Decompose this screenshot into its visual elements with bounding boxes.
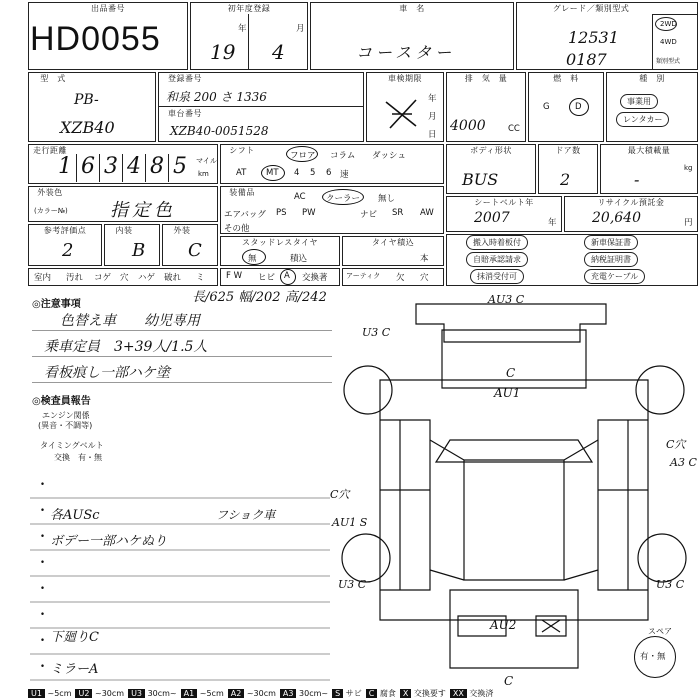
fuel-d-circle: [569, 98, 589, 116]
recycle-label: リサイクル預託金: [597, 198, 665, 207]
interior: B: [132, 240, 146, 261]
equip-ps: PS: [276, 208, 287, 218]
inspection-label: 車検期限: [388, 74, 422, 83]
interior-state-label: 室内: [34, 273, 52, 283]
istate-peel: ハゲ: [138, 273, 156, 283]
legend-key: U1: [28, 689, 45, 698]
insp-day: 日: [428, 130, 437, 140]
displacement-label: 排 気 量: [464, 74, 508, 83]
notes-rule1: [32, 330, 332, 331]
legend-text: 腐食: [379, 689, 396, 698]
timing-label: タイミングベルト: [40, 441, 104, 450]
first-reg-month: 4: [272, 40, 285, 64]
legend-item: [228, 688, 276, 700]
insp-year: 年: [428, 94, 437, 104]
equip-pw: PW: [302, 208, 316, 218]
shift-mt-circle: [261, 165, 285, 181]
color-no-label: (カラー№): [34, 207, 68, 215]
legend-item: [75, 688, 124, 700]
carname: コースター: [356, 43, 456, 62]
notes-rule2: [32, 356, 332, 357]
diag-mark: C穴: [666, 438, 686, 451]
ref-eval: 2: [62, 240, 74, 261]
shift-mt: MT: [266, 168, 279, 178]
chassis-label: 車台番号: [168, 109, 202, 118]
fw-a: A: [284, 271, 290, 281]
legend-item: [128, 688, 177, 700]
legend-text: ~30cm: [94, 689, 125, 698]
mileage-digit: 6: [77, 154, 100, 182]
legend-item: [280, 688, 328, 700]
exterior: C: [188, 240, 202, 261]
lot-number: HD0055: [30, 20, 161, 58]
interior-label: 内装: [115, 226, 133, 235]
legend-item: [181, 688, 224, 700]
istate-hole: 穴: [120, 273, 129, 283]
first-reg-year: 19: [210, 40, 236, 64]
spare-load-value: 本: [420, 254, 429, 264]
model-prefix: PB-: [74, 92, 99, 108]
bullet: •: [40, 558, 46, 568]
legend-text: ~5cm: [199, 689, 224, 698]
doors: 2: [560, 170, 571, 189]
doc-warranty: 新車保証書: [584, 235, 638, 250]
seatbelt-unit: 年: [548, 218, 557, 228]
inspection-item: ミラーA: [50, 662, 99, 677]
diag-mark: C: [504, 674, 514, 688]
equip-navi: ナビ: [360, 210, 378, 220]
studless-circle: [242, 249, 266, 265]
recycle-unit: 円: [684, 218, 693, 228]
color-label: 外装色: [37, 188, 63, 197]
equip-sr: SR: [392, 208, 404, 218]
doc-tax: 納税証明書: [584, 252, 638, 267]
legend-key: A2: [228, 689, 245, 698]
shift-column: コラム: [330, 151, 356, 161]
notes-title: ◎注意事項: [32, 299, 81, 310]
shift-label: シフト: [229, 146, 255, 155]
inspection-item: 各AUSc: [50, 508, 100, 523]
studless-label: スタッドレスタイヤ: [241, 238, 319, 247]
equip-cooler-circle: [322, 189, 364, 205]
fw-label: F W: [226, 271, 242, 281]
legend-text: ~5cm: [47, 689, 72, 698]
spare-load-label: タイヤ積込: [371, 238, 415, 247]
diag-mark: AU1: [494, 386, 521, 400]
legend-text: 30cm~: [299, 689, 329, 698]
body: BUS: [462, 170, 499, 189]
grade-line2: 0187: [566, 50, 607, 69]
bullet: •: [40, 662, 46, 672]
drive-4wd: 4WD: [660, 38, 677, 46]
notes-line1: 色替え車 幼児専用: [60, 313, 200, 329]
equip-ac: AC: [294, 192, 306, 202]
regno: 和泉 200 さ 1336: [166, 90, 267, 104]
equip-aw: AW: [420, 208, 434, 218]
studless-loaded: 積込: [290, 254, 308, 264]
bullet: •: [40, 506, 46, 516]
mileage-digit: 3: [100, 154, 123, 182]
legend-key: XX: [450, 689, 467, 698]
fuel-g: G: [543, 102, 550, 112]
seatbelt-label: シートベルト年: [474, 198, 534, 207]
mileage-digits: [54, 154, 194, 182]
shift-dash: ダッシュ: [372, 151, 406, 161]
equip-airbag: エアバッグ: [224, 210, 266, 220]
bullet: •: [40, 636, 46, 646]
engine-sub: (異音・不調等): [38, 421, 93, 430]
equipment-label: 装備品: [229, 188, 255, 197]
doors-label: ドア数: [555, 146, 581, 155]
unit-kg: kg: [684, 164, 693, 172]
legend-bar: [28, 688, 700, 700]
recycle: 20,640: [592, 210, 641, 226]
inspection-title: ◎検査員報告: [32, 396, 91, 407]
type-rental: レンタカー: [616, 112, 669, 127]
diag-mark: U3 C: [338, 578, 367, 591]
legend-text: 交換要す: [413, 689, 446, 698]
unit-km: km: [198, 170, 209, 178]
legend-key: A3: [280, 689, 297, 698]
equip-other: その他: [224, 224, 250, 234]
studless-none: 無: [248, 254, 257, 264]
shift-5: 5: [310, 168, 316, 178]
diag-mark: U3 C: [656, 578, 685, 591]
grade-line1: 12531: [568, 28, 619, 47]
capacity: -: [634, 170, 640, 189]
legend-key: U3: [128, 689, 145, 698]
unit-month: 月: [296, 24, 305, 34]
legend-text: ~30cm: [246, 689, 276, 698]
timing-exchange: 交換 有・無: [54, 453, 102, 462]
diag-mark: AU1 S: [332, 516, 368, 529]
shift-6: 6: [326, 168, 332, 178]
legend-key: U2: [75, 689, 92, 698]
fuel-d: D: [575, 102, 582, 112]
unit-cc: CC: [508, 124, 520, 134]
diag-mark: AU3 C: [488, 293, 525, 306]
bullet: •: [40, 532, 46, 542]
drive-none: 類別型式: [656, 58, 681, 65]
diag-mark: A3 C: [670, 456, 697, 469]
doc-plate: 搬入時着板付: [466, 235, 528, 250]
shift-speed: 速: [340, 170, 349, 180]
unit-year: 年: [238, 24, 247, 34]
shift-4: 4: [294, 168, 300, 178]
type-label: 種 別: [639, 74, 665, 83]
shift-floor-circle: [286, 146, 318, 162]
displacement: 4000: [450, 118, 486, 134]
legend-item: [28, 688, 71, 700]
notes-rule3: [32, 382, 332, 383]
fw-a-circle: [280, 269, 296, 285]
bullet: •: [40, 610, 46, 620]
mileage-label: 走行距離: [33, 146, 67, 155]
seatbelt-year: 2007: [474, 210, 510, 226]
doc-cancel: 抹消受付可: [470, 269, 524, 284]
first-reg-divider: [248, 14, 249, 70]
bullet: •: [40, 480, 46, 490]
legend-item: [332, 688, 362, 700]
drive-2wd: 2WD: [660, 20, 677, 28]
inspection-strike: [382, 96, 422, 132]
legend-item: [450, 688, 494, 700]
shift-at: AT: [236, 168, 247, 178]
spare-value: 有・無: [640, 652, 666, 662]
legend-text: サビ: [345, 689, 362, 698]
aero-missing: 欠: [396, 273, 405, 283]
doc-insurance: 自賠承認請求: [466, 252, 528, 267]
equip-cooler: クーラー: [326, 194, 361, 204]
mileage-digit: 8: [146, 154, 169, 182]
legend-item: [400, 688, 446, 700]
istate-burn: コゲ: [94, 273, 112, 283]
fw-crack: ヒビ: [258, 273, 276, 283]
mileage-digit: 5: [173, 154, 187, 179]
inspection-item: 下廻りC: [50, 630, 99, 645]
diag-mark: C: [506, 366, 516, 380]
capacity-label: 最大積載量: [627, 146, 671, 155]
fw-exchange: 交換著: [302, 273, 328, 283]
carname-label: 車 名: [399, 4, 425, 13]
legend-key: S: [332, 689, 343, 698]
unit-mile: マイル: [196, 157, 217, 165]
equip-none: 無し: [378, 194, 396, 204]
istate-dirt: 汚れ: [66, 273, 84, 283]
diag-mark: AU2: [490, 618, 517, 632]
ref-eval-label: 参考評価点: [43, 226, 87, 235]
regno-divider: [158, 106, 364, 107]
legend-key: X: [400, 689, 411, 698]
mileage-digit: 4: [123, 154, 146, 182]
legend-text: 交換済: [469, 689, 494, 698]
body-label: ボディ形状: [470, 146, 512, 155]
type-business: 事業用: [620, 94, 658, 109]
inspection-item: ボデー一部ハケぬり: [50, 534, 168, 549]
legend-key: C: [366, 689, 378, 698]
notes-line3: 看板痕し一部ハケ塗: [44, 365, 170, 381]
insp-month: 月: [428, 112, 437, 122]
legend-text: 30cm~: [147, 689, 177, 698]
model: XZB40: [60, 118, 115, 137]
exterior-label: 外装: [173, 226, 191, 235]
notes-line2: 乗車定員 3+39人/1.5人: [44, 339, 208, 355]
engine-label: エンジン関係: [42, 411, 90, 420]
aero-label: アーティク: [346, 272, 381, 280]
fuel-label: 燃 料: [553, 74, 579, 83]
doc-cable: 充電ケーブル: [584, 269, 645, 284]
diag-mark: C穴: [330, 488, 350, 501]
istate-tear: 破れ: [164, 273, 182, 283]
regno-label: 登録番号: [168, 74, 202, 83]
mileage-digit: 1: [54, 154, 77, 182]
istate-mi: ミ: [196, 273, 205, 283]
lot-label: 出品番号: [91, 4, 125, 13]
diag-mark: U3 C: [362, 326, 391, 339]
chassis: XZB40-0051528: [170, 124, 269, 138]
bullet: •: [40, 584, 46, 594]
aero-hole: 穴: [420, 273, 429, 283]
dimensions-note: 長/625 幅/202 高/242: [192, 290, 327, 305]
first-reg-label: 初年度登録: [227, 4, 271, 13]
model-label: 型 式: [40, 74, 66, 83]
spare-label: スペア: [648, 627, 672, 636]
color: 指定色: [110, 200, 176, 221]
grade-label: グレード／類別型式: [552, 4, 630, 13]
legend-item: [366, 688, 396, 700]
shift-floor: フロア: [290, 151, 316, 161]
inspection-side-note: フショク車: [216, 508, 276, 522]
drive-circle: [655, 17, 677, 31]
legend-key: A1: [181, 689, 198, 698]
